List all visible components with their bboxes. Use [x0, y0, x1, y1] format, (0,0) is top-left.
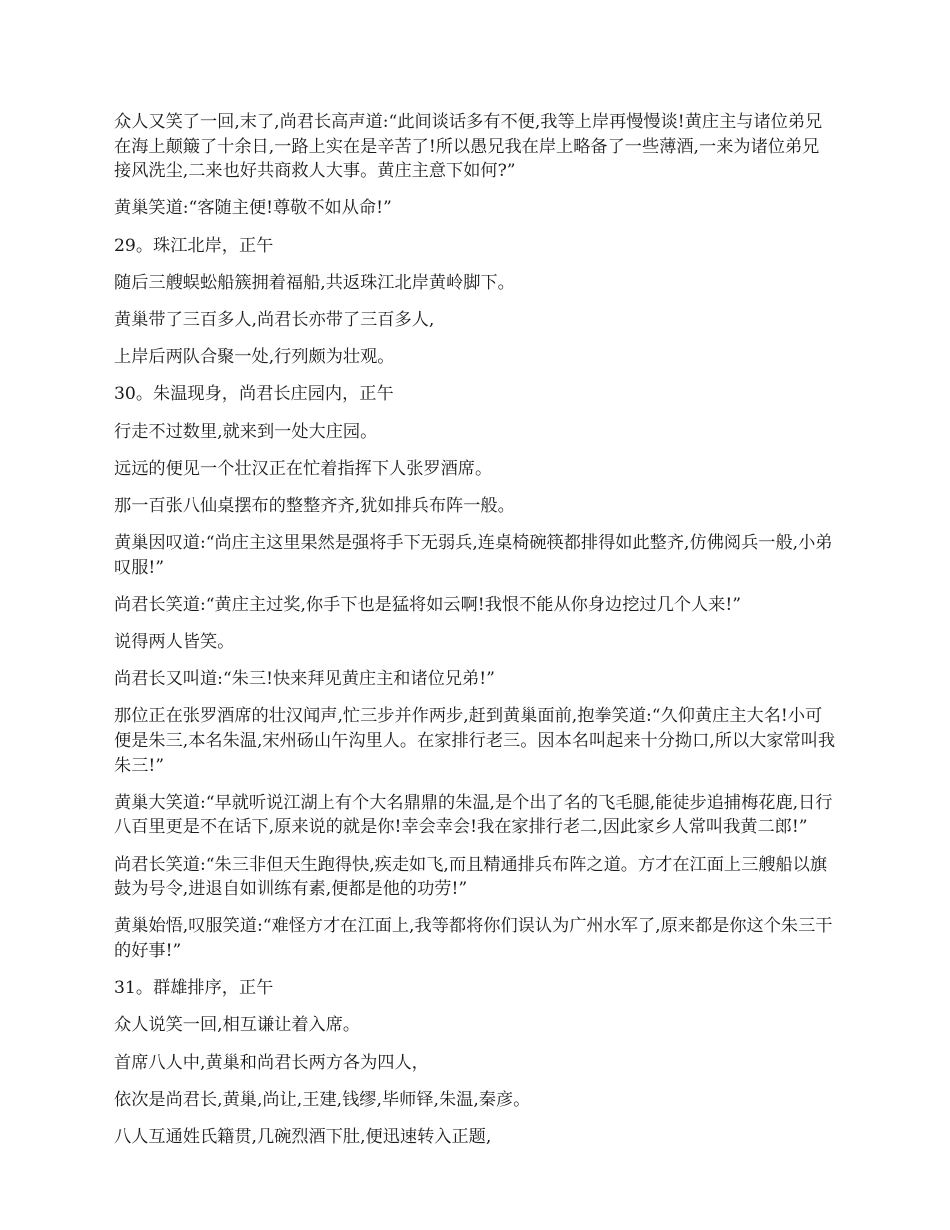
paragraph: 依次是尚君长,黄巢,尚让,王建,钱缪,毕师铎,朱温,秦彦。 — [114, 1089, 531, 1110]
paragraph: 黄巢大笑道:“早就听说江湖上有个大名鼎鼎的朱温,是个出了名的飞毛腿,能徒步追捕梅花鹿,日行八百里更是不在话下,原来说的就是你!幸会幸会!我在家排行老二,因此家乡人常叫我黄二郎!” — [114, 792, 833, 838]
paragraph: 行走不过数里,就来到一处大庄园。 — [114, 421, 378, 442]
paragraph: 黄巢笑道:“客随主便!尊敬不如从命!” — [114, 198, 392, 219]
paragraph: 尚君长笑道:“朱三非但天生跑得快,疾走如飞,而且精通排兵布阵之道。方才在江面上三艘船以旗鼓为号令,进退自如训练有素,便都是他的功劳!” — [114, 854, 828, 900]
section-heading: 30。朱温现身，尚君长庄园内，正午 — [114, 384, 394, 405]
paragraph: 那位正在张罗酒席的壮汉闻声,忙三步并作两步,赶到黄巢面前,抱拳笑道:“久仰黄庄主大名!小可便是朱三,本名朱温,宋州砀山午沟里人。在家排行老三。因本名叫起来十分拗口,所以大家常叫我朱三!” — [114, 706, 836, 776]
paragraph: 八人互通姓氏籍贯,几碗烈酒下肚,便迅速转入正题, — [114, 1126, 492, 1147]
paragraph: 众人说笑一回,相互谦让着入席。 — [114, 1015, 361, 1036]
paragraph: 尚君长又叫道:“朱三!快来拜见黄庄主和诸位兄弟!” — [114, 669, 495, 690]
section-heading: 29。珠江北岸，正午 — [114, 235, 274, 256]
paragraph: 尚君长笑道:“黄庄主过奖,你手下也是猛将如云啊!我恨不能从你身边挖过几个人来!” — [114, 594, 742, 615]
paragraph: 上岸后两队合聚一处,行列颇为壮观。 — [114, 347, 395, 368]
paragraph: 黄巢因叹道:“尚庄主这里果然是强将手下无弱兵,连桌椅碗筷都排得如此整齐,仿佛阅兵一般,小弟叹服!” — [114, 533, 833, 578]
paragraph: 说得两人皆笑。 — [114, 632, 235, 653]
paragraph: 随后三艘蜈蚣船簇拥着福船,共返珠江北岸黄岭脚下。 — [114, 272, 515, 293]
paragraph: 远远的便见一个壮汉正在忙着指挥下人张罗酒席。 — [114, 458, 493, 479]
paragraph: 那一百张八仙桌摆布的整整齐齐,犹如排兵布阵一般。 — [114, 495, 515, 516]
paragraph: 黄巢始悟,叹服笑道:“难怪方才在江面上,我等都将你们误认为广州水军了,原来都是你这个朱三干的好事!” — [114, 916, 833, 961]
paragraph: 首席八人中,黄巢和尚君长两方各为四人， — [114, 1052, 429, 1073]
paragraph: 众人又笑了一回,末了,尚君长高声道:“此间谈话多有不便,我等上岸再慢慢谈!黄庄主与诸位弟兄在海上颠簸了十余日,一路上实在是辛苦了!所以愚兄我在岸上略备了一些薄酒,一来为诸位弟兄接风洗尘,二来也好共商救人大事。黄庄主意下如何?” — [114, 112, 823, 182]
paragraph: 黄巢带了三百多人,尚君长亦带了三百多人, — [114, 309, 435, 330]
document-body — [114, 110, 836, 1162]
section-heading: 31。群雄排序，正午 — [114, 978, 274, 999]
